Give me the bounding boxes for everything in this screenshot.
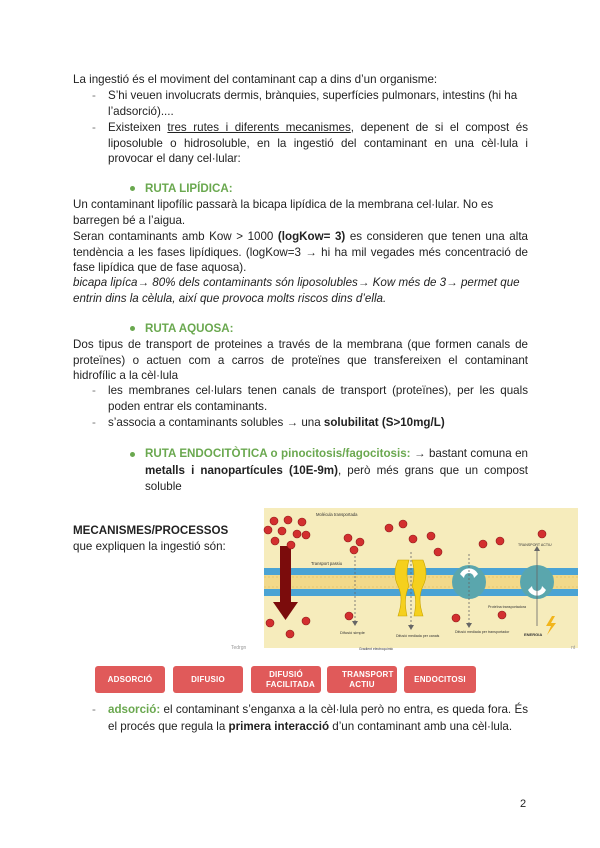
dash: - bbox=[92, 384, 96, 397]
figure-label-passive: Transport passiu bbox=[311, 561, 343, 566]
figure-label-simple: Difusió simple bbox=[340, 630, 365, 635]
bullet-dot bbox=[130, 186, 135, 191]
intro-bullet-1: S’hi veuen involucrats dermis, brànquies, superfícies pulmonars, intestins (hi ha l’adsorció).... bbox=[108, 89, 518, 118]
dash: - bbox=[92, 416, 96, 429]
mecanismes-heading: MECANISMES/PROCESSOS bbox=[73, 524, 229, 537]
box-difusio-facilitada: DIFUSIÓ FACILITADA bbox=[251, 666, 321, 693]
box-transport-actiu: TRANSPORT ACTIU bbox=[327, 666, 397, 693]
box-difusio: DIFUSIO bbox=[173, 666, 243, 693]
lipidica-p1: Un contaminant lipofílic passarà la bicapa lipídica de la membrana cel·lular. No es barregen bé a l’aigua. bbox=[73, 198, 494, 227]
box-adsorcio: ADSORCIÓ bbox=[95, 666, 165, 693]
lipidica-p3: bicapa lipíca→ 80% dels contaminants són liposolubles→ Kow més de 3→ permet que entrin dins la cèlula, així que provoca molts riscos dins d’ella. bbox=[73, 276, 520, 305]
figure-label-active: TRANSPORT ACTIU bbox=[518, 543, 552, 547]
figure-label-gradient: Gradient electroquímic bbox=[359, 647, 394, 651]
figure-label-carrier: Difusió mediada per transportador bbox=[455, 630, 510, 634]
heading-aquosa: RUTA AQUOSA: bbox=[145, 322, 234, 335]
bullet-dot bbox=[130, 452, 135, 457]
figure-label-top: Molécula transportada bbox=[316, 512, 358, 517]
figure-label-mediated: Difusió mediada per canals bbox=[396, 634, 440, 638]
aquosa-bullet-1: les membranes cel·lulars tenen canals de transport (proteïnes), per les quals poden entrar els contaminants. bbox=[108, 384, 528, 413]
dash: - bbox=[92, 89, 96, 102]
intro-line: La ingestió és el moviment del contaminant cap a dins d’un organisme: bbox=[73, 73, 438, 86]
aquosa-p1: Dos tipus de transport de proteines a través de la membrana (que formen canals de proteïnes) o actuen com a carros de proteïnes que transfereixen el contaminant hidrofílic a la cèl·lula bbox=[73, 338, 528, 383]
lipidica-p2: Seran contaminants amb Kow > 1000 (logKow= 3) es consideren que tenen una alta tendència a les fases lipídiques. (logKow=3 → hi ha mil vegades més concentració de fase lipídica que de fase aquosa). bbox=[73, 230, 528, 275]
box-endocitosi: ENDOCITOSI bbox=[404, 666, 476, 693]
underlined-phrase: tres rutes i diferents mecanismes bbox=[167, 121, 351, 134]
intro-bullet-2: Existeixen tres rutes i diferents mecanismes, depenent de si el compost és liposoluble o hidrosoluble, en la ingestió del contaminant en una cèl·lula i provocar el dany cel·lular: bbox=[108, 121, 528, 166]
dash: - bbox=[92, 121, 96, 134]
mecanismes-sub: que expliquen la ingestió són: bbox=[73, 540, 226, 553]
dash: - bbox=[92, 703, 96, 716]
heading-lipidica: RUTA LIPÍDICA: bbox=[145, 182, 233, 195]
membrane-transport-figure bbox=[256, 508, 582, 656]
page-number: 2 bbox=[520, 798, 527, 810]
adsorcio-paragraph: adsorció: el contaminant s’enganxa a la cèl·lula però no entra, es queda fora. És el procés que regula la primera interacció d’un contaminant amb una cèl·lula. bbox=[108, 703, 528, 733]
bullet-dot bbox=[130, 326, 135, 331]
figure-credit-left: Tedrgn bbox=[231, 645, 247, 651]
aquosa-bullet-2: s’associa a contaminants solubles → una solubilitat (S>10mg/L) bbox=[108, 416, 445, 429]
figure-label-energy: ENERGIA bbox=[524, 632, 543, 637]
figure-label-protein: Proteïna transportadora bbox=[488, 605, 526, 609]
endocitotica-paragraph: RUTA ENDOCITÒTICA o pinocitosis/fagocitosis: → bastant comuna en metalls i nanopartícules (10E-9m), però més grans que un compost soluble bbox=[145, 447, 528, 493]
figure-credit-right: nt bbox=[571, 645, 576, 651]
